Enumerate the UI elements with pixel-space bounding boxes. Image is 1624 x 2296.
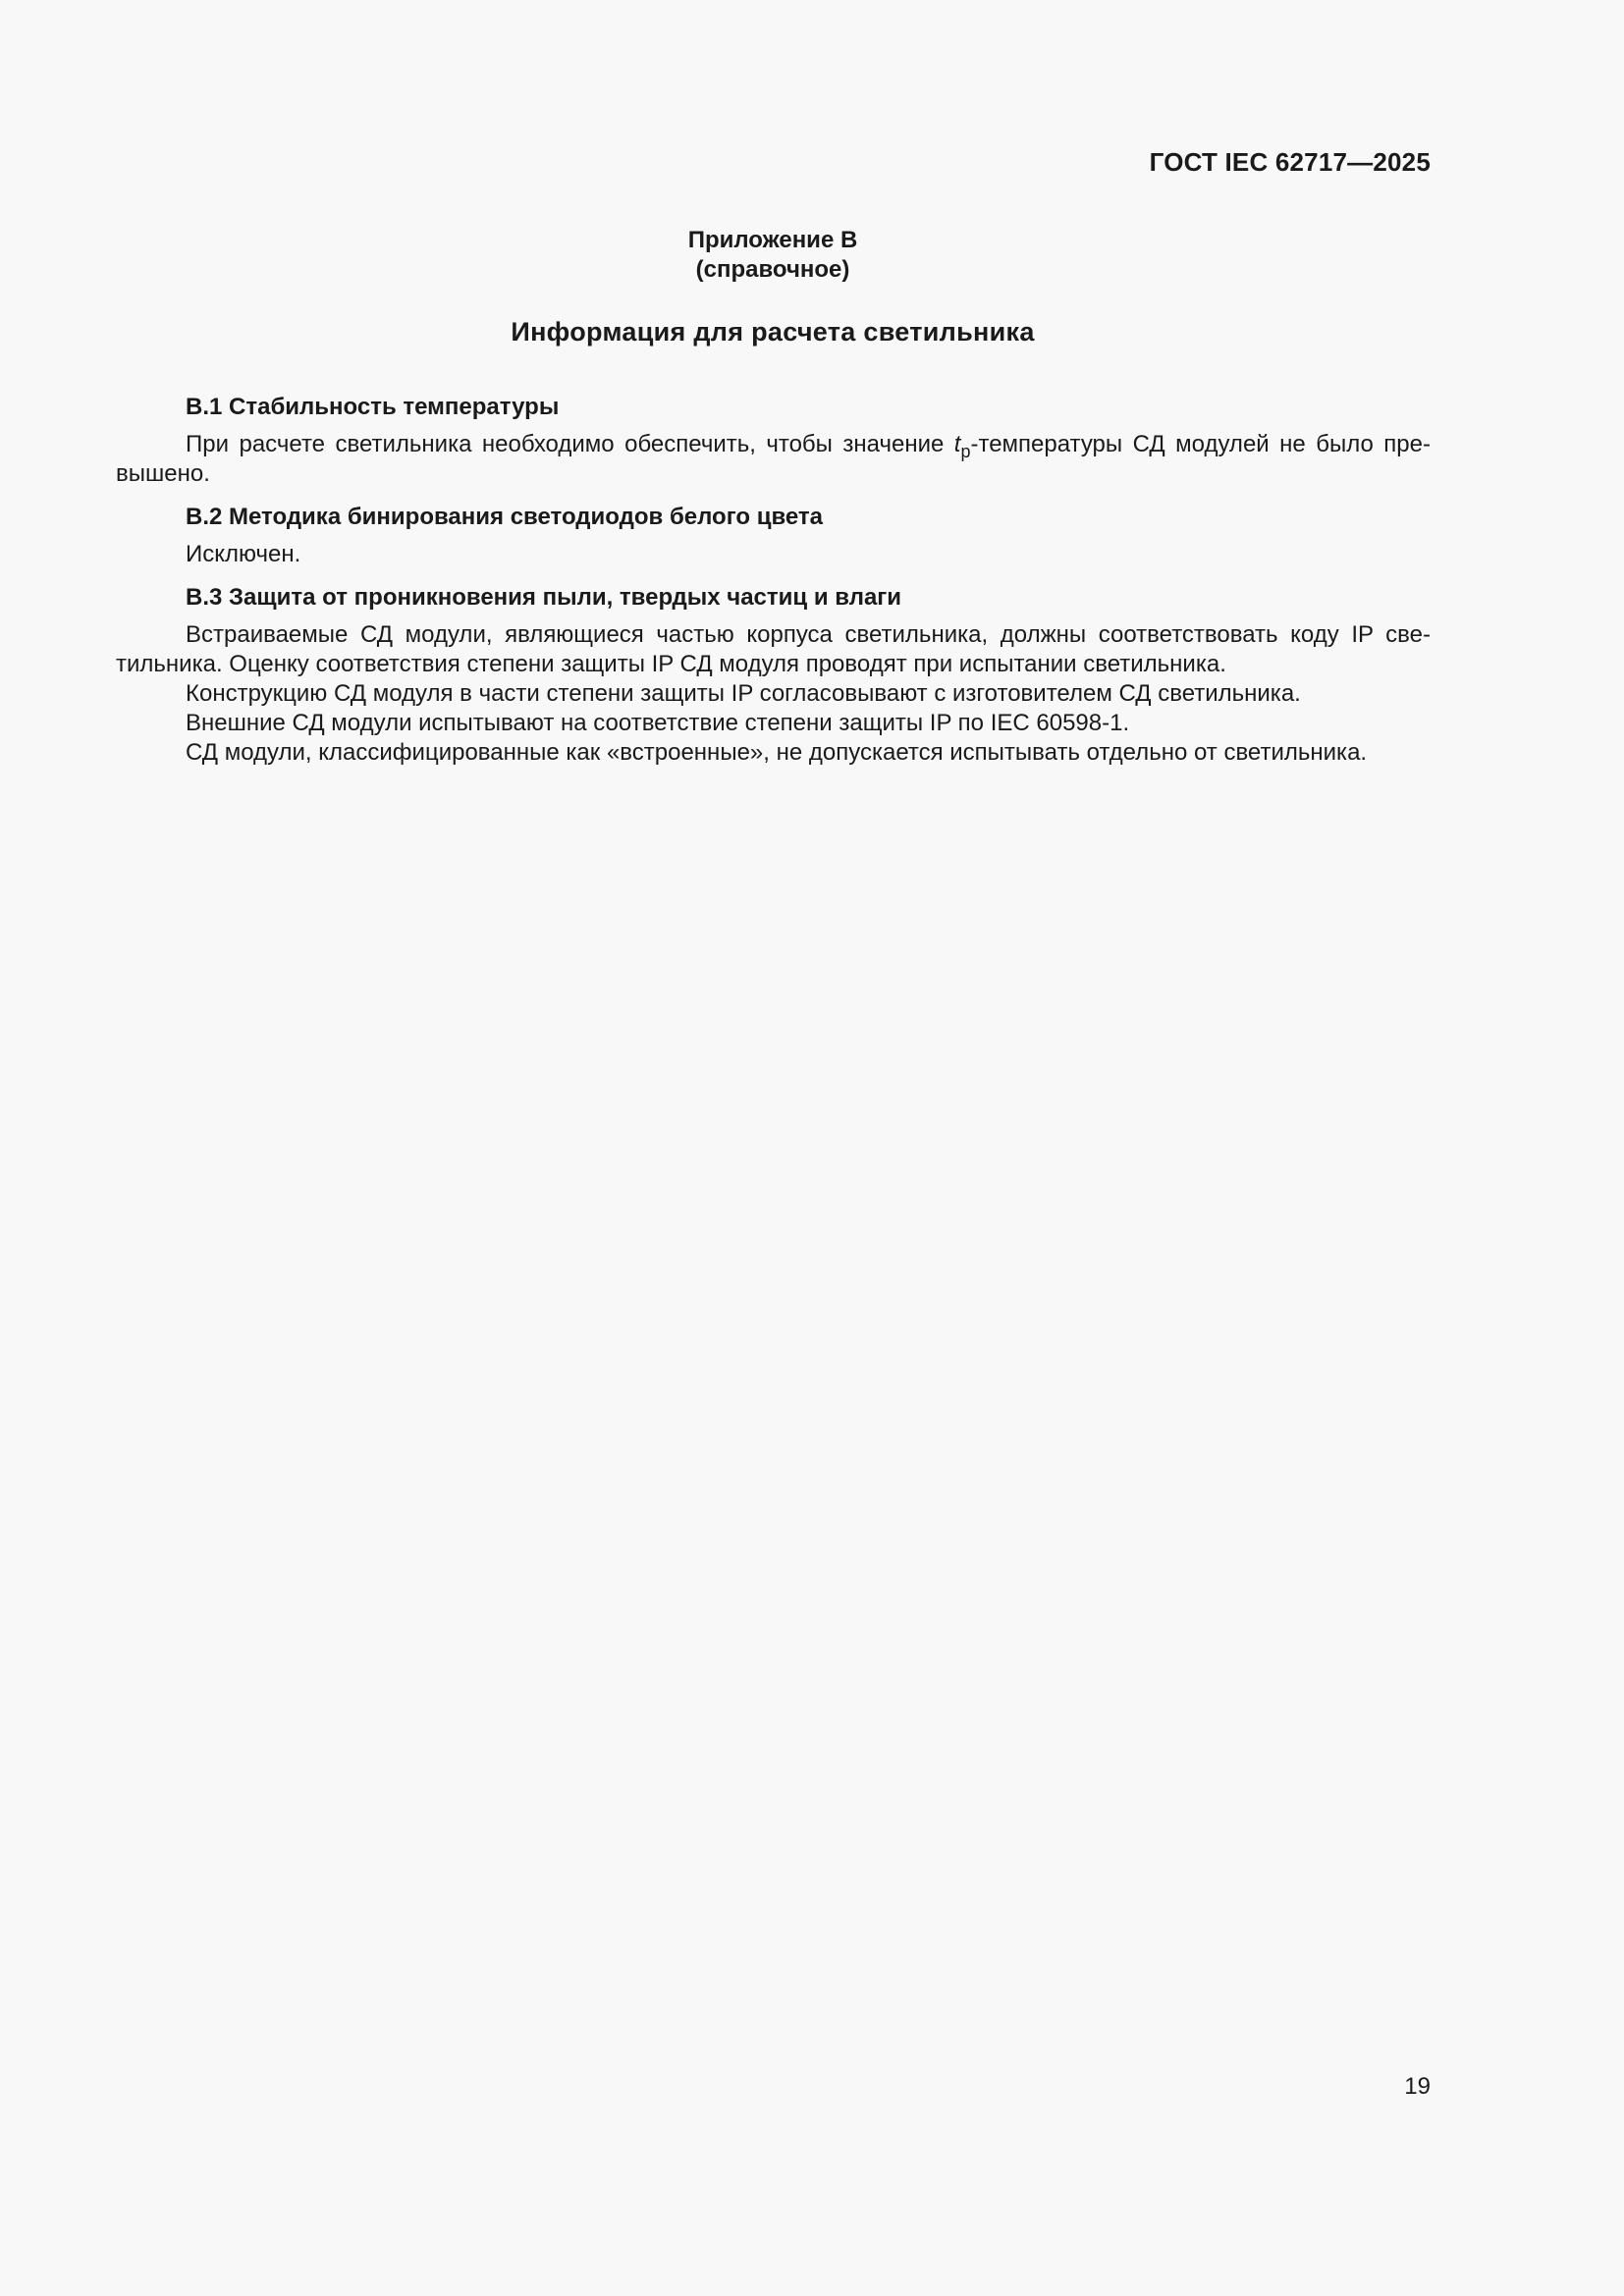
section-b3-paragraph-2: Конструкцию СД модуля в части степени защиты IP согласовывают с изготовителем СД светильника. [186, 680, 1301, 707]
section-b3-paragraph-4: СД модули, классифицированные как «встроенные», не допускается испытывать отдельно от светильника. [186, 739, 1368, 766]
document-body [116, 393, 1431, 768]
b1-text-after: -температуры СД модулей не было пре-вышено. [116, 431, 1431, 487]
section-b3-paragraph-3: Внешние СД модули испытывают на соответствие степени защиты IP по IEC 60598-1. [186, 710, 1130, 736]
annex-label: Приложение В [687, 227, 858, 253]
tp-subscript: p [960, 442, 971, 461]
annex-heading [0, 226, 1545, 285]
section-title-b3: В.3 Защита от проникновения пыли, твердых частиц и влаги [186, 584, 902, 611]
document-code: ГОСТ IEC 62717—2025 [1149, 147, 1431, 177]
page-number: 19 [1404, 2073, 1431, 2100]
section-b3-paragraph-1: Встраиваемые СД модули, являющиеся частью корпуса светильника, должны соответствовать коду IP све-тильника. Оценку соответствия степени защиты IP СД модуля проводят при испытании светильника. [116, 621, 1431, 677]
section-title-b2: В.2 Методика бинирования светодиодов белого цвета [186, 504, 824, 530]
section-title-b1: В.1 Стабильность температуры [186, 394, 560, 420]
annex-type: (справочное) [695, 256, 850, 283]
section-b2-paragraph: Исключен. [186, 541, 301, 567]
b1-text-before: При расчете светильника необходимо обеспечить, чтобы значение [186, 431, 954, 457]
annex-title: Информация для расчета светильника [511, 317, 1035, 347]
section-b1-paragraph [116, 430, 1431, 489]
tp-variable: t [953, 431, 961, 457]
